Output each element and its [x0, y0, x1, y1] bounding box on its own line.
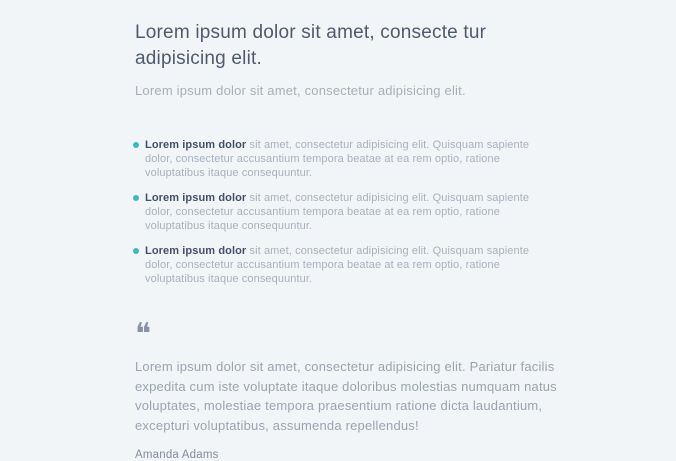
bullet-lead: Lorem ipsum dolor [145, 139, 247, 152]
bullet-text: sit amet, consectetur adipisicing elit. Quisquam sapiente dolor, consectetur accusantium tempora beatae at ea rem optio, ratione voluptatibus itaque consequuntur. [145, 245, 530, 286]
bullet-lead: Lorem ipsum dolor [145, 192, 247, 205]
page-subtitle: Lorem ipsum dolor sit amet, consectetur adipisicing elit. [135, 83, 466, 99]
bullet-dot-icon [133, 142, 139, 148]
bullet-text: sit amet, consectetur adipisicing elit. Quisquam sapiente dolor, consectetur accusantium tempora beatae at ea rem optio, ratione voluptatibus itaque consequuntur. [145, 139, 530, 180]
quote-text: Lorem ipsum dolor sit amet, consectetur adipisicing elit. Pariatur facilis expedita cum iste voluptate itaque doloribus molestias numquam natus voluptates, molestiae tempora praesentium ratione dicta laudantium, excepturi voluptatibus, assumenda repellendus! [135, 359, 557, 433]
bullet-dot-icon [133, 248, 139, 254]
list-item [135, 138, 535, 180]
quote-author: Amanda Adams [135, 449, 219, 461]
bullet-text: sit amet, consectetur adipisicing elit. Quisquam sapiente dolor, consectetur accusantium tempora beatae at ea rem optio, ratione voluptatibus itaque consequuntur. [145, 192, 530, 233]
list-item [135, 191, 535, 233]
list-item [135, 244, 535, 286]
bullet-lead: Lorem ipsum dolor [145, 245, 247, 258]
quote-left-icon: ❝ [135, 317, 152, 353]
bullet-list [135, 138, 600, 286]
testimonial-quote [135, 317, 600, 461]
bullet-dot-icon [133, 195, 139, 201]
page-title: Lorem ipsum dolor sit amet, consecte tur adipisicing elit. [135, 22, 487, 69]
